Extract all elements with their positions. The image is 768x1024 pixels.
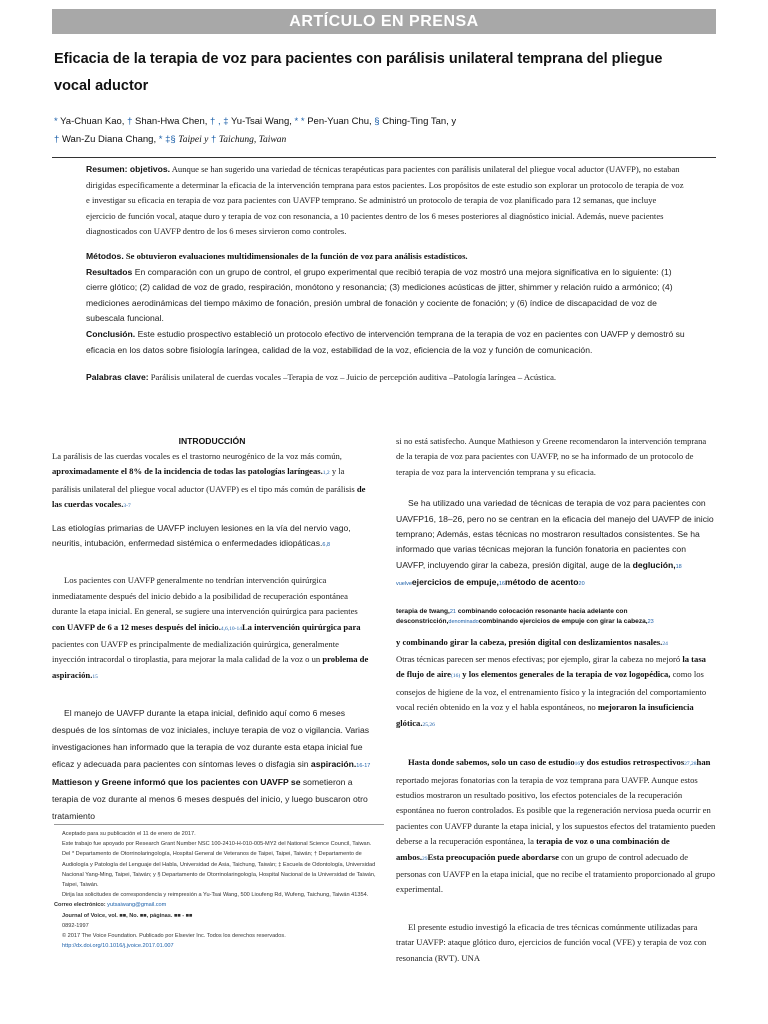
footnote-correspondence: Dirija las solicitudes de correspondencia y reimpresión a Yu-Tsai Wang, 500 Lioufeng Rd, Wufeng, Taichung, Taiwán 41354. <box>62 892 369 899</box>
text-run-bold: de las cuerdas vocales. <box>52 483 366 510</box>
header-divider <box>52 157 716 158</box>
author-name[interactable]: Pen-Yuan Chu, <box>307 116 372 127</box>
citation-link[interactable]: 27,28 <box>684 761 697 768</box>
text-run-bold: ejercicios de empuje, <box>411 577 499 588</box>
text-run-bold: terapia de twang, <box>396 607 450 615</box>
footnote-accepted: Aceptado para su publicación el 11 de enero de 2017. <box>62 831 196 837</box>
conclusion-label: Conclusión. <box>86 328 136 339</box>
text-run: Otras técnicas parecen ser menos efectivas; por ejemplo, girar la cabeza no mejoró <box>396 654 683 665</box>
text-run: pacientes con UAVFP es principalmente de medialización quirúrgica, generalmente inyección intracordal o tiroplastia, para mejorar la mala calidad de la voz o un <box>52 639 339 665</box>
email-link[interactable]: yutsaiwang@gmail.com <box>107 902 167 909</box>
keywords-label: Palabras clave: <box>86 372 149 383</box>
issn: 0892-1997 <box>62 922 89 929</box>
right-column <box>396 434 716 966</box>
text-run-bold: Esta preocupación puede abordarse <box>427 851 559 862</box>
text-run-bold: aspiración. <box>310 758 357 769</box>
abstract-conclusion <box>86 327 686 358</box>
affiliation-mark: * * <box>294 116 305 127</box>
email-label: Correo electrónico: <box>54 902 106 909</box>
citation-link[interactable]: 18 vuelve <box>396 563 682 588</box>
metodos-text: Se obtuvieron evaluaciones multidimensionales de la función de voz para análisis estadísticos. <box>123 250 468 261</box>
citation-link[interactable]: 25,26 <box>422 721 435 728</box>
article-in-press-banner: ARTÍCULO EN PRENSA <box>52 9 716 34</box>
citation-link[interactable]: 16 <box>574 761 581 768</box>
text-run-bold: con UAVFP de 6 a 12 meses después del inicio. <box>52 621 221 632</box>
affiliation-mark: * ‡§ <box>158 134 176 145</box>
intro-paragraph-4 <box>52 705 372 825</box>
text-run-bold: Hasta donde sabemos, solo un caso de estudio <box>408 757 575 768</box>
text-run-bold: combinando ejercicios de empuje con girar la cabeza, <box>478 617 648 625</box>
text-run: La parálisis de las cuerdas vocales es el trastorno neurogénico de la voz más común, <box>52 451 342 461</box>
footnote-affiliations: Del * Departamento de Otorrinolaringología, Hospital General de Veteranos de Taipei, Taipei, Taiwán; † Departamento de Audiología y Patología del Lenguaje del Habla, Universidad de Asia, Taichung, Taiwán; ‡ Escuela de Odontología, Universidad Nacional Yang-Ming, Taipei, Taiwán; y § Departamento de Otorrinolaringología, Hospital Nacional de la Universidad de Taiwán, Taipei, Taiwán. <box>62 851 376 889</box>
author-name[interactable]: Wan-Zu Diana Chang, <box>61 134 157 145</box>
resumen-text: Aunque se han sugerido una variedad de técnicas terapéuticas para pacientes con parálisis unilateral del pliegue vocal aductor (UAVFP), no estaban dirigidas específicamente a determinar la eficacia de la intervención temprana para estos pacientes. Los propósitos de este estudio son explorar un protocolo de terapia de voz e investigar su eficacia en terapia de voz para pacientes con UAVFP temprano. Se administró un protocolo de terapia de voz planificado para 12 semanas, que incluye ejercicio de función vocal, ataque duro y terapia de voz con resonancia, a 10 pacientes dentro de los 6 meses posteriores al diagnóstico inicial. Además, nueve pacientes diagnosticados con UAVFP dentro de los 6 meses sirvieron como controles. <box>86 164 684 237</box>
right-paragraph-3 <box>396 607 716 627</box>
right-paragraph-2 <box>396 496 716 592</box>
affiliation-mark: † <box>127 116 133 127</box>
citation-link[interactable]: (16) <box>450 673 461 680</box>
abstract-keywords <box>86 370 686 386</box>
citation-link[interactable]: 1,2 <box>322 470 330 477</box>
citation-link[interactable]: 16-17 <box>356 762 371 769</box>
author-name[interactable]: Ya-Chuan Kao, <box>60 116 125 127</box>
citation-link[interactable]: 3-7 <box>123 503 131 510</box>
resultados-text: En comparación con un grupo de control, el grupo experimental que recibió terapia de voz mostró una mejora significativa en lo siguiente: (1) cierre glótico; (2) calidad de voz de grado, respiración, monótono y resonancia; (3) mediciones acústicas de jitter, shimmer y relación ruido a armónico; (4) mediciones aerodinámicas del tiempo máximo de fonación, presión umbral de fonación y cociente de fonación; y (6) índice de discapacidad de voz de subescala funcional. <box>86 266 673 324</box>
text-run-bold: y dos estudios retrospectivos <box>580 757 685 768</box>
text-run: y la parálisis unilateral del pliegue vocal aductor (UAVFP) es el tipo más común de parálisis <box>52 466 357 494</box>
text-run-bold: deglución, <box>632 559 676 570</box>
citation-link[interactable]: 23 <box>647 618 654 625</box>
affiliation-mark: † <box>54 134 60 145</box>
text-run-bold: aproximadamente el 8% de la incidencia de todas las patologías laríngeas. <box>52 466 323 477</box>
abstract <box>86 162 686 386</box>
text-run: reportado mejoras fonatorias con la terapia de voz temprana para UAVFP. Aunque estos estudios mostraron un resultado positivo, los efectos potenciales de la recuperación espontánea no fueron controlados. Es posible que la regeneración nerviosa pueda ocurrir en pacientes con UAVFP durante la etapa inicial, y los supuestos efectos del tratamiento pueden deberse a la recuperación espontánea, la <box>396 774 716 847</box>
right-paragraph-6 <box>396 755 716 898</box>
text-run-bold: mejoraron la insuficiencia glótica. <box>396 702 694 728</box>
article-title: Eficacia de la terapia de voz para pacientes con parálisis unilateral temprana del pliegue vocal aductor <box>54 51 663 94</box>
text-run: El manejo de UAVFP durante la etapa inicial, definido aquí como 6 meses después de los síntomas de voz iniciales, incluye terapia de voz o vigilancia. Varias investigaciones han informado que la terapia de voz durante esta etapa inicial fue eficaz y adecuada para pacientes con síntomas leves o disfagia sin <box>52 708 370 769</box>
right-paragraph-4 <box>396 635 716 652</box>
text-run-bold: y combinando girar la cabeza, presión digital con deslizamientos nasales. <box>396 636 663 647</box>
text-run: como los consejos de higiene de la voz, el entrenamiento físico y la integración del comportamiento vocal recién obtenido en la voz y el habla espontáneos, no <box>396 669 707 713</box>
conclusion-text: Este estudio prospectivo estableció un protocolo efectivo de intervención temprana de la terapia de voz en pacientes con UAVFP y demostró su eficacia en los datos sobre fisiología laríngea, calidad de la voz, estabilidad de la voz, eficiencia de la voz y función de comunicación. <box>86 328 685 355</box>
affiliation-mark: † , ‡ <box>210 116 229 127</box>
metodos-label: Métodos. <box>86 250 124 261</box>
right-paragraph-7: El presente estudio investigó la eficacia de tres técnicas comúnmente utilizadas para tratar UAVFP: ataque glótico duro, ejercicios de función vocal (VFE) y terapia de voz con resonancia (RVT). UNA <box>396 921 707 963</box>
abstract-resumen <box>86 162 686 240</box>
citation-link[interactable]: 24 <box>662 640 668 647</box>
author-name[interactable]: Shan-Hwa Chen, <box>135 116 208 127</box>
copyright: © 2017 The Voice Foundation. Publicado por Elsevier Inc. Todos los derechos reservados. <box>62 933 286 940</box>
resumen-label: Resumen: objetivos. <box>86 164 171 174</box>
right-paragraph-5 <box>396 652 716 733</box>
author-name[interactable]: Yu-Tsai Wang, <box>230 116 292 127</box>
resultados-label: Resultados <box>86 266 133 277</box>
text-run-bold: y los elementos generales de la terapia de voz logopédica, <box>460 669 671 680</box>
intro-paragraph-2 <box>52 521 372 554</box>
affiliation-place: Taichung, Taiwan <box>218 135 287 145</box>
citation-link[interactable]: 20 <box>578 581 585 588</box>
abstract-metodos <box>86 249 686 265</box>
text-run: Los pacientes con UAVFP generalmente no tendrían intervención quirúrgica inmediatamente después del inicio debido a la posibilidad de recuperación espontánea durante la etapa inicial. En general, se sugiere una intervención quirúrgica para pacientes <box>52 575 358 617</box>
text-run: sometieron a terapia de voz durante al menos 6 meses después del inicio, y luego buscaron otro tratamiento <box>52 777 368 822</box>
citation-link[interactable]: 4,6,10-14 <box>220 625 242 632</box>
text-run-bold: La intervención quirúrgica para <box>241 621 361 632</box>
author-name[interactable]: Ching-Ting Tan, y <box>382 116 457 127</box>
section-heading-introduccion: INTRODUCCIÓN <box>178 436 246 446</box>
doi-url[interactable]: http://dx.doi.org/10.1016/j.jvoice.2017.01.007 <box>62 943 174 950</box>
text-run-bold: la tasa de flujo de aire <box>396 654 706 680</box>
text-run: Se ha utilizado una variedad de técnicas de terapia de voz para pacientes con UAVFP16, 18–26, pero no se centran en la eficacia del manejo del UAVFP de inicio temprano; Además, estas técnicas no mostraron resultados consistentes. Se ha informado que varias técnicas mejoran la función fonatoria en pacientes con UAVFP, incluyendo girar la cabeza, presión digital, auge de la <box>396 498 714 570</box>
text-run: Las etiologías primarias de UAVFP incluyen lesiones en la vía del nervio vago, neuritis, intubación, enfermedad sistémica o enfermedades idiopáticas. <box>52 522 351 549</box>
author-list <box>54 113 714 149</box>
citation-link[interactable]: 21 <box>449 608 456 615</box>
footnote-funding: Este trabajo fue apoyado por Research Grant Number NSC 100-2410-H-010-005-MY2 del National Science Council, Taiwan. <box>62 841 372 848</box>
text-run-bold: terapia de voz o una combinación de ambos. <box>396 836 670 862</box>
left-column <box>52 436 372 825</box>
citation-link[interactable]: 15 <box>92 673 98 680</box>
footnote-email <box>54 900 384 910</box>
text-run-bold: método de acento <box>504 577 579 588</box>
citation-link[interactable]: 29 <box>422 855 428 862</box>
abstract-resultados <box>86 265 686 327</box>
citation-link[interactable]: 16 <box>498 581 505 588</box>
footnotes <box>54 824 384 951</box>
text-run: con un grupo de control adecuado de personas con UAVFP en la etapa inicial, que no recibe el tratamiento proporcionado al grupo experimental. <box>396 851 716 895</box>
affiliation-place: Taipei y <box>178 135 209 145</box>
citation-link[interactable]: denominado <box>448 618 479 625</box>
affiliation-mark: † <box>210 134 217 145</box>
intro-paragraph-3 <box>52 573 372 685</box>
right-paragraph-1: si no está satisfecho. Aunque Mathieson y Greene recomendaron la intervención temprana de la terapia de voz para pacientes con UAVFP, no se ha informado de un protocolo de terapia de voz para la intervención temprana y su eficacia. <box>396 436 707 477</box>
doi-link <box>54 941 384 951</box>
journal-citation <box>54 911 384 921</box>
text-run-bold: han <box>696 757 711 768</box>
text-run-bold: problema de aspiración. <box>52 654 369 680</box>
affiliation-mark: § <box>374 116 380 127</box>
intro-paragraph-1 <box>52 449 372 515</box>
keywords-text: Parálisis unilateral de cuerdas vocales –Terapia de voz – Juicio de percepción auditiva –Patología laríngea – Acústica. <box>148 372 557 383</box>
text-run-bold: combinando colocación resonante hacia adelante con desconstricción, <box>396 607 628 625</box>
author-mark: * <box>54 116 58 127</box>
journal-text: Journal of Voice, vol. ■■, No. ■■, páginas. ■■ - ■■ <box>62 912 193 919</box>
citation-link[interactable]: 6,8 <box>322 542 331 549</box>
text-run-bold: Mattieson y Greene informó que los pacientes con UAVFP se <box>52 777 301 788</box>
